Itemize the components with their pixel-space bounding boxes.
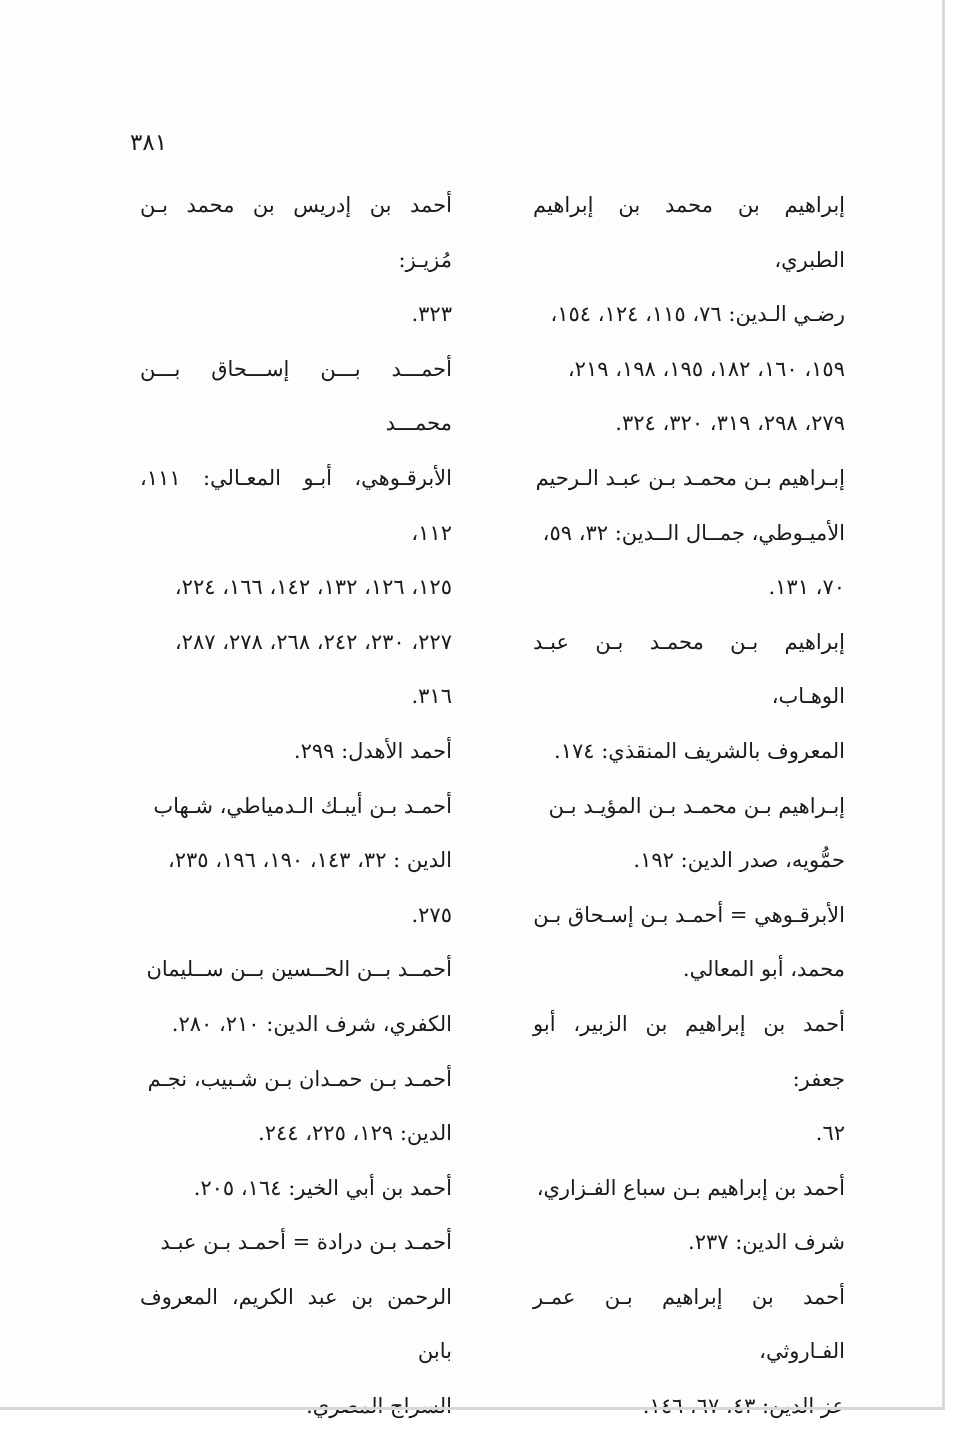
entry-heading-line: إبـراهيم بـن محمـد بـن عبـد الـرحيم xyxy=(535,465,845,490)
entry-heading-line: إبراهيم بـن محمـد بـن عبـد الوهـاب، xyxy=(533,629,845,709)
entry-continuation-line: شرف الدين: ٢٣٧. xyxy=(688,1230,845,1255)
entry-heading-line: أحمـــد بـــن إســـحاق بـــن محمـــد xyxy=(140,356,452,436)
index-entry xyxy=(533,888,845,997)
index-entry xyxy=(533,178,845,451)
entry-continuation-line: ٢٧٩، ٢٩٨، ٣١٩، ٣٢٠، ٣٢٤. xyxy=(615,411,845,436)
entry-heading-line: أحمد بن أبي الخير: ١٦٤، ٢٠٥. xyxy=(193,1175,452,1200)
entry-continuation-line: ٣٢٣. xyxy=(411,302,452,327)
entry-continuation-line: الرحمن بن عبد الكريم، المعروف بابن xyxy=(140,1284,452,1364)
index-column-right xyxy=(533,178,845,1434)
entry-continuation-line: حمُّويه، صدر الدين: ١٩٢. xyxy=(633,848,845,873)
index-entry xyxy=(140,342,452,724)
index-column-left xyxy=(140,178,452,1434)
entry-heading-line: أحمـد بـن درادة = أحمـد بـن عبـد xyxy=(160,1230,452,1255)
index-entry xyxy=(140,178,452,342)
entry-continuation-line: محمد، أبو المعالي. xyxy=(682,957,845,982)
entry-continuation-line: الدين: ١٢٩، ٢٢٥، ٢٤٤. xyxy=(258,1121,452,1146)
entry-continuation-line: ٢٧٥. xyxy=(411,902,452,927)
entry-continuation-line: ٧٠، ١٣١. xyxy=(768,575,845,600)
page-number: ٣٨١ xyxy=(130,130,168,156)
entry-continuation-line: ١٢٥، ١٢٦، ١٣٢، ١٤٢، ١٦٦، ٢٢٤، xyxy=(174,575,452,600)
entry-continuation-line: الكفري، شرف الدين: ٢١٠، ٢٨٠. xyxy=(171,1011,452,1036)
index-entry xyxy=(533,451,845,615)
index-entry xyxy=(533,779,845,888)
entry-continuation-line: الأبرقـوهي، أبـو المعـالي: ١١١، ١١٢، xyxy=(140,465,452,545)
entry-continuation-line: ٣١٦. xyxy=(411,684,452,709)
entry-continuation-line: المعروف بالشريف المنقذي: ١٧٤. xyxy=(554,738,845,763)
entry-heading-line: أحمـد بـن حمـدان بـن شـبيب، نجـم xyxy=(147,1066,452,1091)
entry-heading-line: إبراهيم بن محمد بن إبراهيم الطبري، xyxy=(533,193,845,272)
index-entry xyxy=(533,997,845,1161)
entry-continuation-line: ١٥٩، ١٦٠، ١٨٢، ١٩٥، ١٩٨، ٢١٩، xyxy=(567,356,845,381)
index-entry xyxy=(533,1161,845,1270)
page-edge-bottom xyxy=(0,1407,945,1410)
index-entry xyxy=(533,615,845,779)
entry-heading-line: أحمد بن إبراهيم بـن عمـر الفـاروثي، xyxy=(533,1284,845,1364)
entry-heading-line: أحمد بن إبراهيم بـن سباع الفـزاري، xyxy=(536,1175,845,1200)
entry-continuation-line: الدين : ٣٢، ١٤٣، ١٩٠، ١٩٦، ٢٣٥، xyxy=(167,848,452,873)
entry-heading-line: أحمـد بـن أيبـك الـدمياطي، شـهاب xyxy=(153,793,452,818)
index-entry xyxy=(140,1215,452,1433)
entry-continuation-line: الأميـوطي، جمــال الــدين: ٣٢، ٥٩، xyxy=(542,520,845,545)
entry-heading-line: إبـراهيم بـن محمـد بـن المؤيـد بـن xyxy=(548,793,845,818)
entry-heading-line: أحمد بن إبراهيم بن الزبير، أبو جعفر: xyxy=(533,1011,845,1091)
entry-continuation-line: ٦٢. xyxy=(815,1121,845,1146)
entry-continuation-line: رضـي الـدين: ٧٦، ١١٥، ١٢٤، ١٥٤، xyxy=(550,302,845,327)
entry-heading-line: أحمد بن إدريس بن محمد بـن مُزيـز: xyxy=(140,193,452,272)
index-entry xyxy=(140,1052,452,1161)
index-entry xyxy=(140,779,452,943)
page-edge-right xyxy=(942,0,945,1407)
entry-heading-line: أحمــد بــن الحــسين بــن ســليمان xyxy=(146,957,452,982)
index-entry xyxy=(140,942,452,1051)
entry-continuation-line: ٢٢٧، ٢٣٠، ٢٤٢، ٢٦٨، ٢٧٨، ٢٨٧، xyxy=(174,629,452,654)
entry-heading-line: أحمد الأهدل: ٢٩٩. xyxy=(293,738,452,763)
entry-heading-line: الأبرقـوهي = أحمـد بـن إسـحاق بـن xyxy=(533,902,845,927)
index-entry xyxy=(140,724,452,779)
index-entry xyxy=(140,1161,452,1216)
